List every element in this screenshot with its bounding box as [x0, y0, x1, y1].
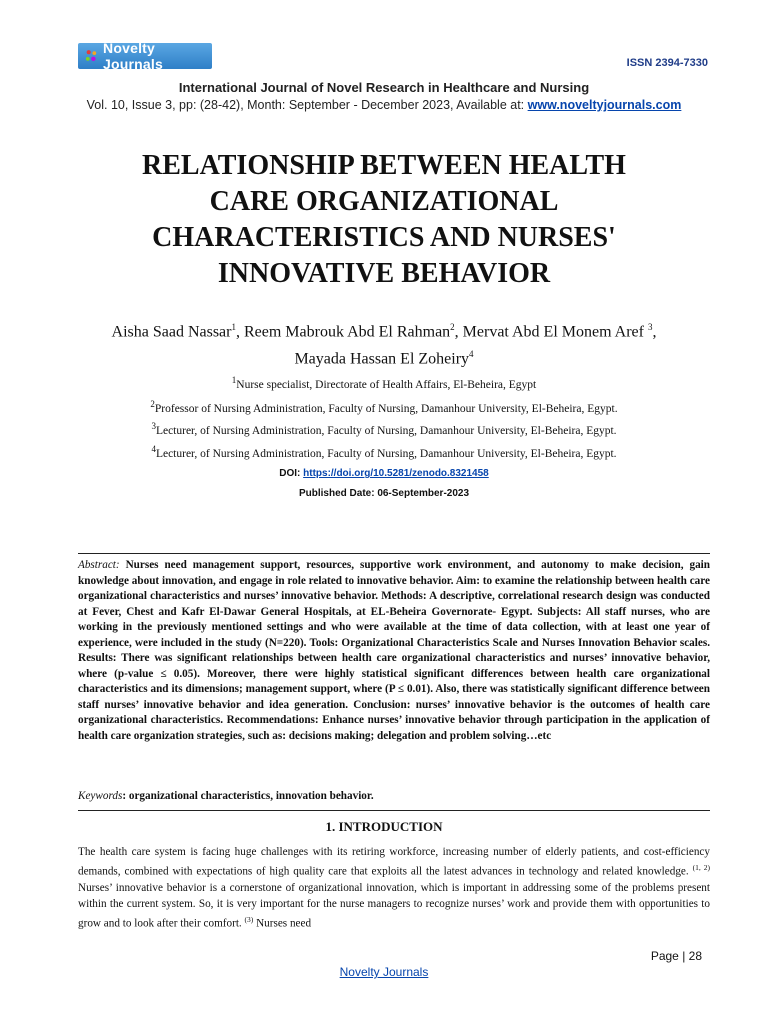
- keywords-label: Keywords: [78, 790, 123, 802]
- affiliation-sup: 2: [150, 399, 155, 409]
- affiliation: [0, 421, 768, 437]
- keywords: [78, 790, 710, 802]
- intro-text: Nurses need: [253, 917, 312, 930]
- author-sup: 1: [231, 322, 236, 332]
- abstract-label: Abstract:: [78, 559, 120, 571]
- affiliation-text: Professor of Nursing Administration, Faculty of Nursing, Damanhour University, El-Beheira, Egypt.: [154, 402, 618, 415]
- logo-text: Novelty Journals: [103, 40, 163, 72]
- website-link[interactable]: www.noveltyjournals.com: [527, 98, 682, 112]
- affiliation-sup: 3: [151, 421, 156, 431]
- volume-text: Vol. 10, Issue 3, pp: (28-42), Month: September - December 2023, Available at:: [86, 98, 528, 112]
- affiliation-sup: 4: [151, 444, 156, 454]
- author-name: Mayada Hassan El Zoheiry: [294, 350, 470, 368]
- author-list: [70, 316, 698, 371]
- intro-text: The health care system is facing huge challenges with its retiring workforce, increasing number of elderly patients, and cost-efficiency demands, combined with expectations of high quality care that exploits all the latest advances in technology and related knowledge.: [78, 846, 710, 878]
- affiliation-text: Nurse specialist, Directorate of Health Affairs, El-Beheira, Egypt: [236, 378, 537, 391]
- author-name: Aisha Saad Nassar: [111, 323, 232, 341]
- issn: ISSN 2394-7330: [626, 57, 708, 69]
- affiliation-text: Lecturer, of Nursing Administration, Faculty of Nursing, Damanhour University, El-Beheira, Egypt.: [155, 424, 617, 437]
- author-name: , Mervat Abd El Monem Aref: [454, 323, 648, 341]
- journal-name: International Journal of Novel Research in Healthcare and Nursing: [178, 80, 590, 95]
- abstract-text: Nurses need management support, resources, supportive work environment, and autonomy to make decision, gain knowledge about innovation, and engage in role related to innovative behavior. Aim: to examine the relationship between health care organizational characteristics and nurses’ innovative behavior. Methods: A descriptive, correlational research design was conducted at Fever, Chest and Kafr El-Dawar General Hospitals, at EL-Beheira Governorate- Egypt. Subjects: All staff nurses, who are working in the previously mentioned settings and who were available at the time of data collection, with at least one year of experience, were included in the study (N=220). Tools: Organizational Characteristics Scale and Nurses Innovation Behavior scales. Results: There was significant relationships between health care organizational characteristics and nurses’ innovative behavior, where (p-value ≤ 0.05). Moreover, there were highly statistical significant differences between health care organizational characteristics and its dimensions; management support, where (P ≤ 0.01). Also, there was statistically significant difference between staff nurses’ innovative behavior and idea generation. Conclusion: nurses’ innovative behavior is the outcomes of health care organizational characteristics. Recommendations: Enhance nurses’ innovative behavior through participation in the application of health care organization strategies, such as: decisions making; delegation and problem solving…etc: [78, 559, 710, 742]
- logo-dots-icon: [84, 48, 99, 64]
- doi-label: DOI:: [279, 468, 304, 479]
- author-sup: 2: [450, 322, 455, 332]
- publisher-link[interactable]: Novelty Journals: [339, 965, 429, 979]
- divider: [78, 553, 710, 554]
- citation: (1, 2): [692, 863, 710, 872]
- author-sep: ,: [652, 323, 657, 341]
- title-line: RELATIONSHIP BETWEEN HEALTH: [142, 150, 626, 181]
- keywords-text: : organizational characteristics, innovation behavior.: [122, 790, 374, 802]
- title-line: INNOVATIVE BEHAVIOR: [217, 258, 551, 289]
- citation: (3): [244, 914, 254, 924]
- doi: [0, 468, 768, 479]
- title-line: CARE ORGANIZATIONAL: [209, 186, 559, 217]
- intro-text: Nurses’ innovative behavior is a cornerstone of organizational innovation, which is important in addressing some of the problems present within the current system. So, it is very important for the nurse managers to recognize nurses’ work and provide them with opportunities to grow and to look after their comfort.: [78, 881, 710, 930]
- journal-logo: [78, 40, 212, 72]
- author-sup: 3: [647, 322, 653, 332]
- affiliation: [0, 399, 768, 415]
- abstract: [78, 558, 710, 744]
- affiliation: [0, 375, 768, 391]
- affiliation-text: Lecturer, of Nursing Administration, Faculty of Nursing, Damanhour University, El-Beheira, Egypt.: [155, 447, 617, 460]
- published-date: Published Date: 06-September-2023: [298, 488, 470, 499]
- affiliation-sup: 1: [231, 375, 237, 385]
- affiliation: [0, 444, 768, 460]
- intro-paragraph: [78, 844, 710, 931]
- author-sup: 4: [469, 349, 474, 360]
- volume-info: [0, 98, 768, 112]
- paper-title: [80, 148, 688, 292]
- footer: [0, 965, 768, 979]
- page-number: Page | 28: [650, 949, 702, 963]
- author-name: , Reem Mabrouk Abd El Rahman: [235, 323, 451, 341]
- doi-link[interactable]: https://doi.org/10.5281/zenodo.8321458: [303, 468, 489, 479]
- title-line: CHARACTERISTICS AND NURSES': [152, 222, 616, 253]
- section-heading: 1. INTRODUCTION: [325, 819, 443, 834]
- divider: [78, 810, 710, 811]
